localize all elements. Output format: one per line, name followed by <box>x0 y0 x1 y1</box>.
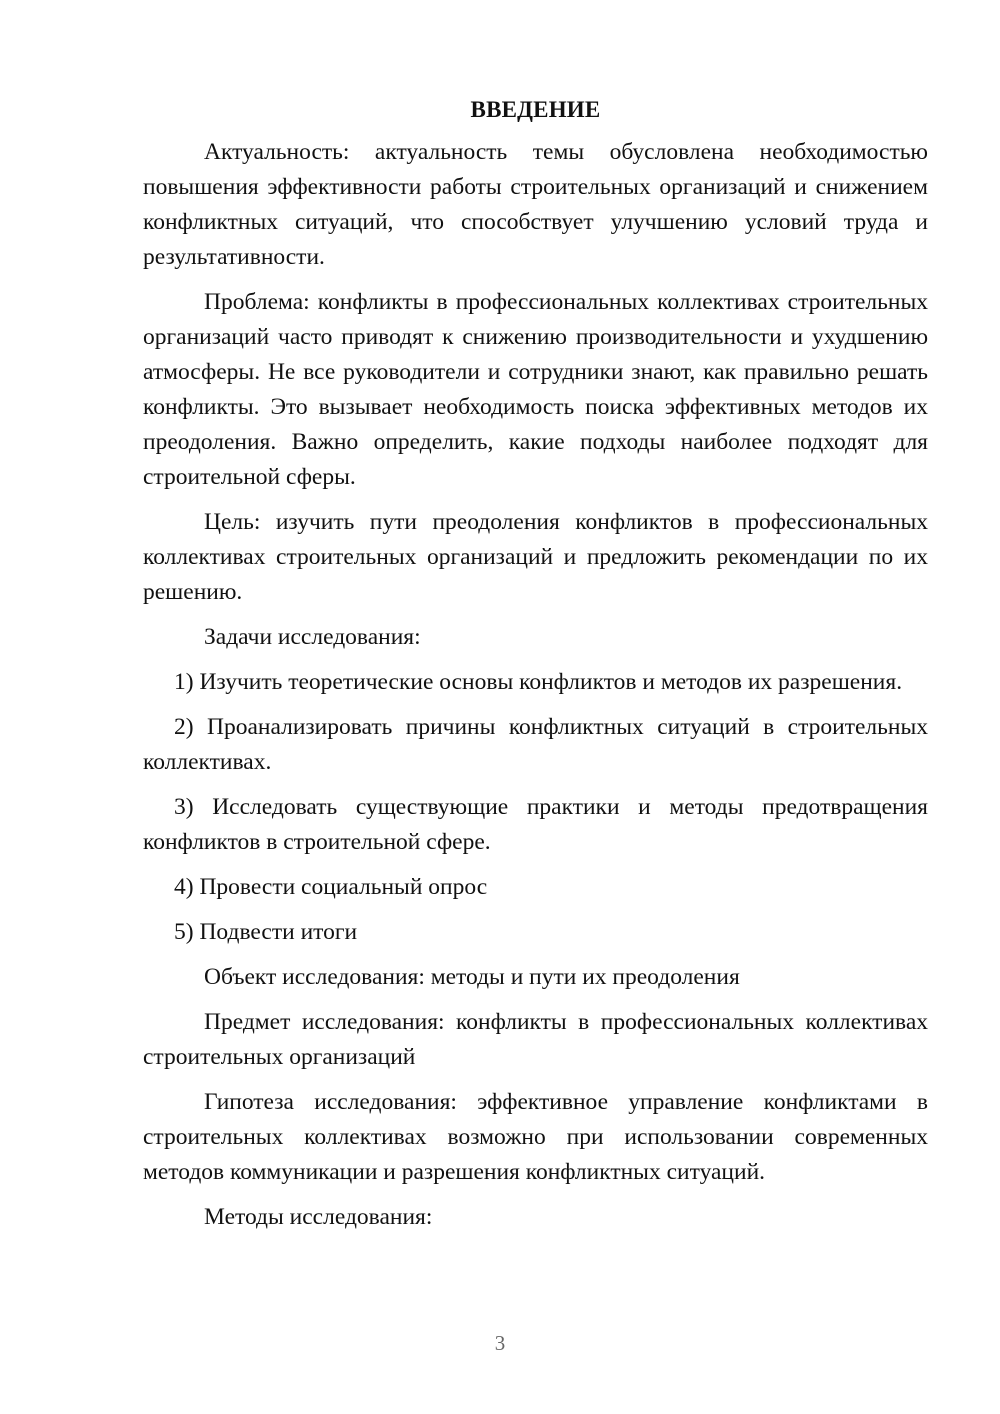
task-item-2: 2) Проанализировать причины конфликтных ситуаций в строительных коллективах. <box>143 714 928 775</box>
page-number: 3 <box>494 1331 506 1355</box>
section-title: ВВЕДЕНИЕ <box>470 97 601 122</box>
page-body <box>143 92 928 1245</box>
tasks-heading: Задачи исследования: <box>204 624 421 650</box>
task-item-1: 1) Изучить теоретические основы конфликтов и методов их разрешения. <box>174 669 903 695</box>
hypothesis-paragraph: Гипотеза исследования: эффективное управление конфликтами в строительных коллективах возможно при использовании современных методов коммуникации и разрешения конфликтных ситуаций. <box>143 1089 928 1185</box>
goal-paragraph: Цель: изучить пути преодоления конфликтов в профессиональных коллективах строительных организаций и предложить рекомендации по их решению. <box>143 509 928 605</box>
relevance-paragraph: Актуальность: актуальность темы обусловлена необходимостью повышения эффективности работы строительных организаций и снижением конфликтных ситуаций, что способствует улучшению условий труда и результативности. <box>143 139 928 270</box>
object-paragraph: Объект исследования: методы и пути их преодоления <box>204 964 740 990</box>
task-item-4: 4) Провести социальный опрос <box>174 874 488 900</box>
task-item-5: 5) Подвести итоги <box>174 919 358 945</box>
methods-paragraph: Методы исследования: <box>204 1204 433 1230</box>
subject-paragraph: Предмет исследования: конфликты в профессиональных коллективах строительных организаций <box>143 1009 928 1070</box>
problem-paragraph: Проблема: конфликты в профессиональных коллективах строительных организаций часто приводят к снижению производительности и ухудшению атмосферы. Не все руководители и сотрудники знают, как правильно решать конфликты. Это вызывает необходимость поиска эффективных методов их преодоления. Важно определить, какие подходы наиболее подходят для строительной сферы. <box>143 289 928 490</box>
task-item-3: 3) Исследовать существующие практики и методы предотвращения конфликтов в строительной сфере. <box>143 794 928 855</box>
